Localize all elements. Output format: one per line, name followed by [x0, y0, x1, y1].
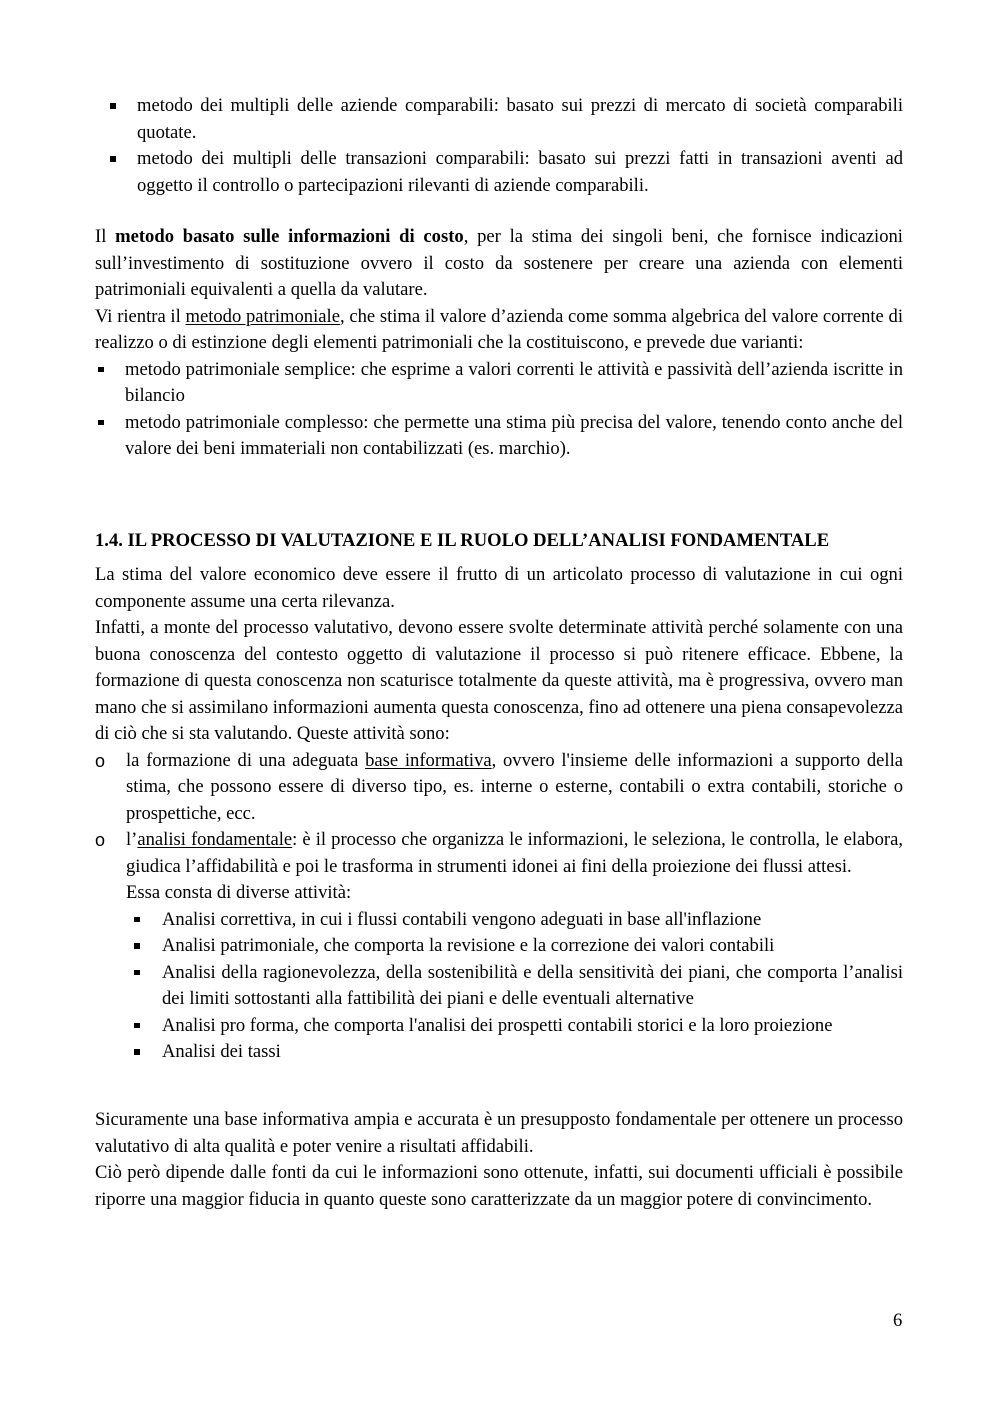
text-span: , che stima il valore d’azienda come somma algebrica del valore corrente di realizzo o di estinzione degli elementi patrimoniali che la costituiscono, e prevede due varianti: — [95, 305, 903, 353]
list-item: metodo dei multipli delle transazioni comparabili: basato sui prezzi fatti in transazioni aventi ad oggetto il controllo o partecipazioni rilevanti di aziende comparabili. — [137, 146, 903, 199]
list-item: Analisi pro forma, che comporta l'analisi dei prospetti contabili storici e la loro proiezione — [162, 1013, 903, 1040]
list-item: Analisi patrimoniale, che comporta la revisione e la correzione dei valori contabili — [162, 933, 903, 960]
paragraph: Sicuramente una base informativa ampia e accurata è un presupposto fondamentale per ottenere un processo valutativo di alta qualità e poter venire a risultati affidabili. — [95, 1109, 903, 1157]
text-span: : è il processo che organizza le informazioni, le seleziona, le controlla, le elabora, giudica l’affidabilità e poi le trasforma in strumenti idonei ai fini della proiezione dei flussi attesi. — [126, 829, 903, 877]
activities-list — [95, 748, 903, 881]
paragraph: Infatti, a monte del processo valutativo, devono essere svolte determinate attività perché solamente con una buona conoscenza del contesto oggetto di valutazione il processo si può ritenere efficace. Ebbene, la formazione di questa conoscenza non scaturisce totalmente da queste attività, ma è progressiva, ovvero man mano che si assimilano informazioni aumenta questa conoscenza, fino ad ottenere una piena consapevolezza di ciò che si sta valutando. Queste attività sono: — [95, 617, 903, 744]
bold-term: metodo basato sulle informazioni di costo — [115, 226, 464, 247]
closing-section — [95, 1107, 903, 1213]
valuation-process-section — [95, 562, 903, 1066]
text-span: , ovvero l'insieme delle informazioni a supporto della stima, che possono essere di diverso tipo, es. interne o esterne, contabili o extra contabili, storiche o prospettiche, ecc. — [126, 749, 903, 824]
paragraph: La stima del valore economico deve essere il frutto di un articolato processo di valutazione in cui ogni componente assume una certa rilevanza. — [95, 564, 903, 612]
underlined-term: analisi fondamentale — [137, 829, 293, 850]
list-item: Analisi dei tassi — [162, 1039, 903, 1066]
multiples-method-list — [137, 93, 903, 199]
page-number: 6 — [893, 1310, 903, 1331]
paragraph: Ciò però dipende dalle fonti da cui le informazioni sono ottenute, infatti, sui documenti ufficiali è possibile riporre una maggior fiducia in quanto queste sono caratterizzate da un maggior potere di convincimento. — [95, 1162, 903, 1210]
underlined-term: metodo patrimoniale — [185, 305, 340, 327]
text-span: Il — [95, 226, 116, 247]
list-item: metodo patrimoniale complesso: che permette una stima più precisa del valore, tenendo conto anche del valore dei beni immateriali non contabilizzati (es. marchio). — [125, 410, 903, 463]
paragraph — [95, 304, 903, 357]
paragraph — [95, 224, 903, 304]
analysis-activities-list — [95, 907, 903, 1066]
list-item: metodo patrimoniale semplice: che esprime a valori correnti le attività e passività dell’azienda iscritte in bilancio — [125, 357, 903, 410]
text-span: l’ — [126, 829, 138, 850]
underlined-term: base informativa — [365, 749, 492, 771]
list-item — [126, 827, 903, 880]
list-item — [126, 748, 903, 828]
cost-method-section — [95, 224, 903, 463]
text-span: , per la stima dei singoli beni, che fornisce indicazioni sull’investimento di sostituzione ovvero il costo da sostenere per creare una azienda con elementi patrimoniali equivalenti a quella da valutare. — [95, 226, 903, 300]
section-heading: 1.4. IL PROCESSO DI VALUTAZIONE E IL RUOLO DELL’ANALISI FONDAMENTALE — [95, 530, 830, 551]
list-item: Analisi correttiva, in cui i flussi contabili vengono adeguati in base all'inflazione — [162, 907, 903, 934]
list-item: Analisi della ragionevolezza, della sostenibilità e della sensitività dei piani, che comporta l’analisi dei limiti sottostanti alla fattibilità dei piani e delle eventuali alternative — [162, 960, 903, 1013]
variants-list — [95, 357, 903, 463]
list-item: metodo dei multipli delle aziende comparabili: basato sui prezzi di mercato di società comparabili quotate. — [137, 93, 903, 146]
text-span: la formazione di una adeguata — [126, 749, 366, 771]
text-span: Vi rientra il — [95, 305, 186, 327]
paragraph: Essa consta di diverse attività: — [126, 882, 352, 903]
